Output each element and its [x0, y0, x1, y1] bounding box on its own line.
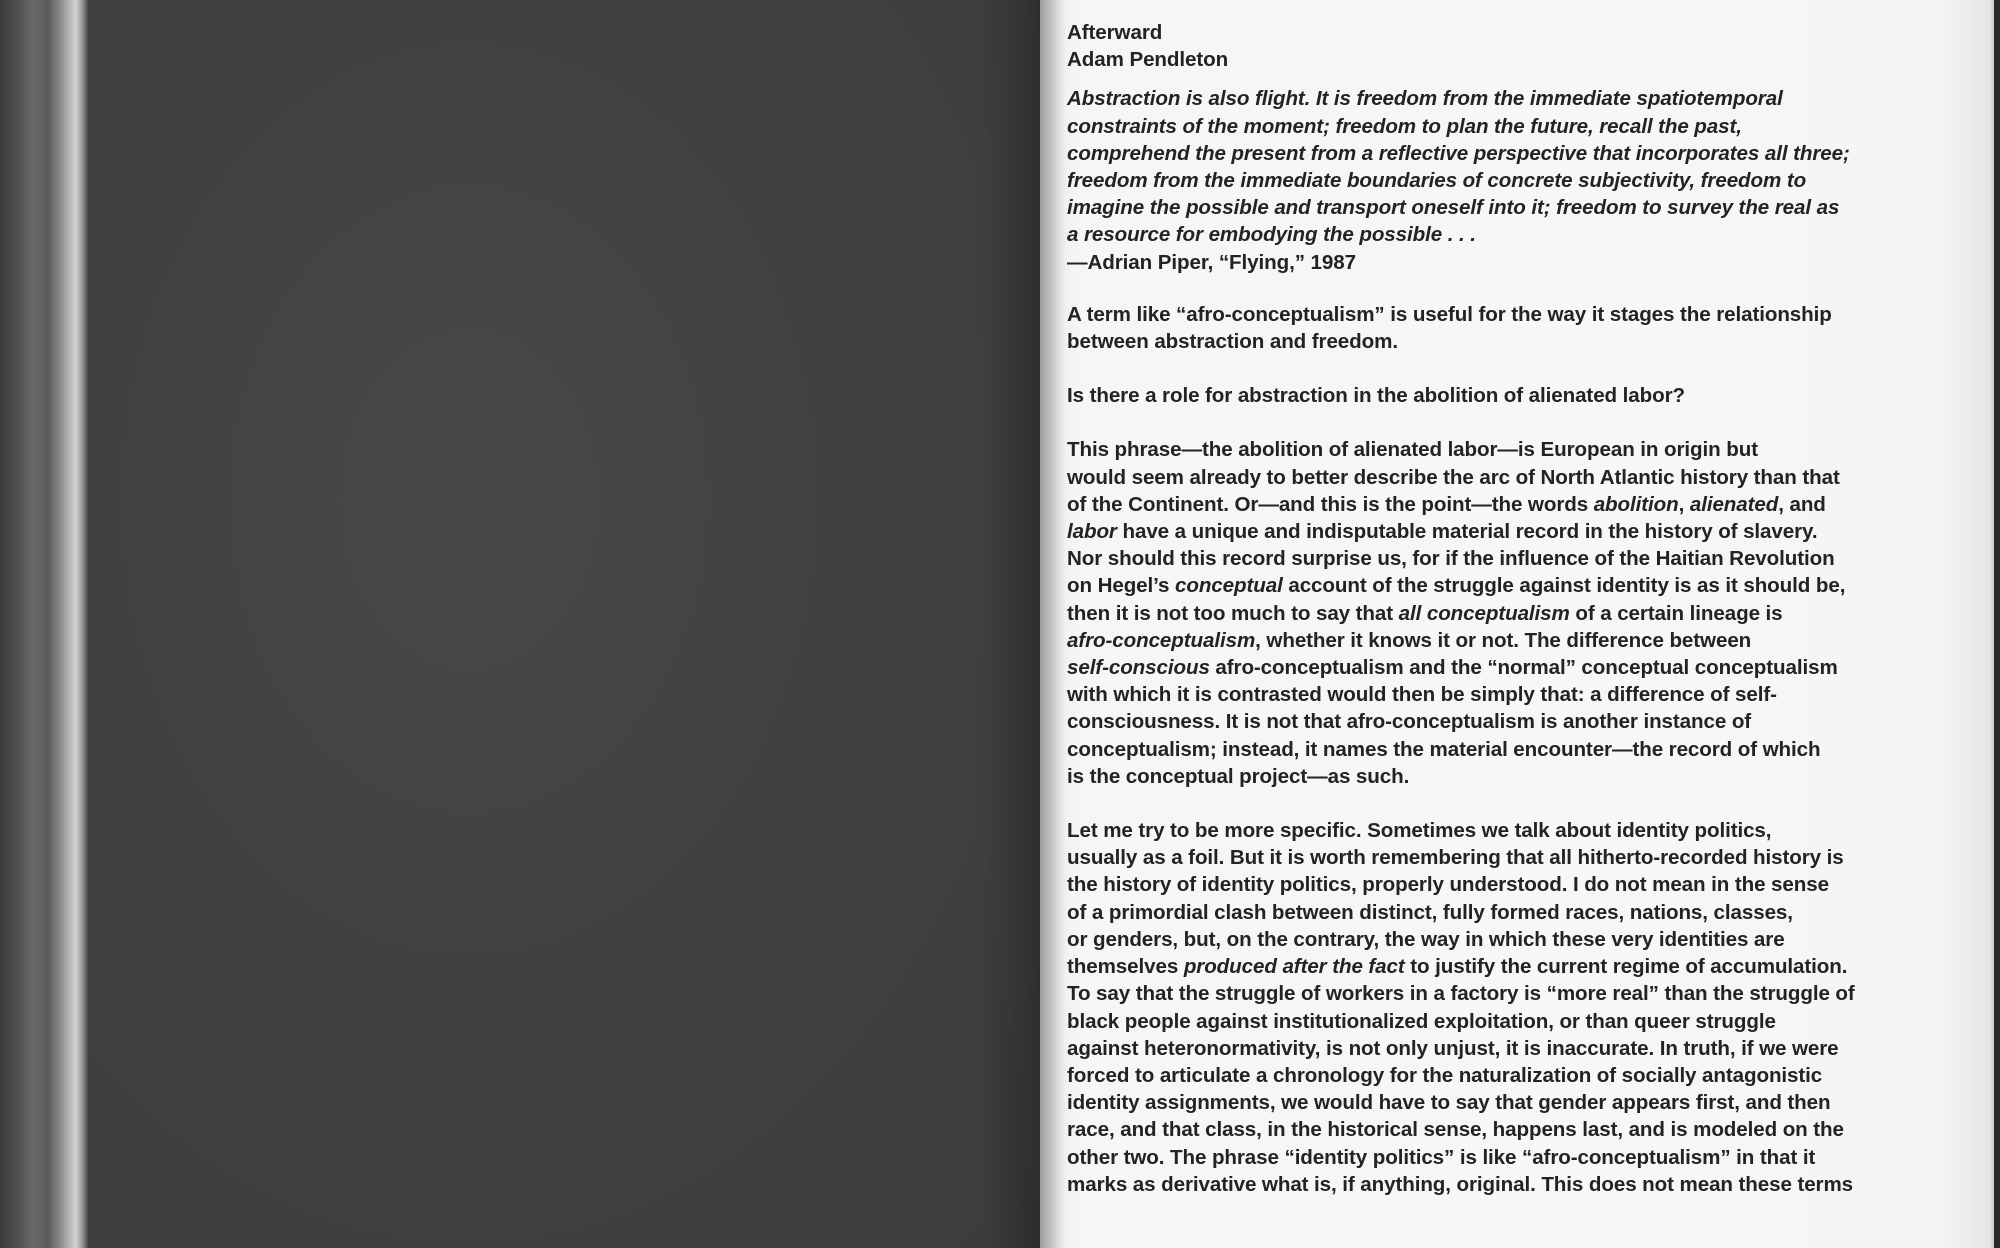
- text-line: [1067, 926, 1967, 953]
- text-line: [1067, 382, 1967, 409]
- text-run: with which it is contrasted would then be simply that: a difference of self-: [1067, 683, 1777, 707]
- heading: [1067, 19, 1967, 73]
- text-run: A term like “afro-conceptualism” is useful for the way it stages the relationship: [1067, 302, 1832, 326]
- italic-run: alienated: [1689, 492, 1779, 516]
- text-run: account of the struggle against identity is as it should be,: [1282, 574, 1846, 598]
- text-line: [1067, 1116, 1967, 1143]
- text-run: To say that the struggle of workers in a factory is “more real” than the struggle of: [1067, 982, 1855, 1006]
- text-run: have a unique and indisputable material record in the history of slavery.: [1116, 520, 1818, 544]
- epigraph-line: comprehend the present from a reflective perspective that incorporates all three;: [1067, 141, 1850, 165]
- text-line: [1067, 980, 1967, 1007]
- paragraph: [1067, 301, 1967, 355]
- text-line: [1067, 871, 1967, 898]
- text-run: Nor should this record surprise us, for if the influence of the Haitian Revolution: [1067, 547, 1835, 571]
- epigraph-line: freedom from the immediate boundaries of concrete subjectivity, freedom to: [1067, 169, 1807, 193]
- italic-run: afro-conceptualism: [1067, 628, 1256, 652]
- text-run: usually as a foil. But it is worth remembering that all hitherto-recorded history is: [1067, 846, 1844, 870]
- paragraph: [1067, 382, 1967, 409]
- text-line: [1067, 600, 1967, 627]
- text-run: This phrase—the abolition of alienated labor—is European in origin but: [1067, 438, 1758, 462]
- text-run: of the Continent. Or—and this is the point—the words: [1067, 492, 1594, 516]
- text-line: [1067, 436, 1967, 463]
- text-run: identity assignments, we would have to say that gender appears first, and then: [1067, 1091, 1831, 1115]
- text-line: [1067, 464, 1967, 491]
- text-run: against heteronormativity, is not only unjust, it is inaccurate. In truth, if we were: [1067, 1036, 1839, 1060]
- text-line: [1067, 328, 1967, 355]
- text-run: marks as derivative what is, if anything, original. This does not mean these terms: [1067, 1172, 1854, 1196]
- text-run: to justify the current regime of accumulation.: [1404, 955, 1848, 979]
- text-run: of a certain lineage is: [1569, 601, 1783, 625]
- text-line: [1067, 681, 1967, 708]
- text-run: , and: [1778, 492, 1826, 516]
- text-line: [1067, 953, 1967, 980]
- text-run: is the conceptual project—as such.: [1067, 764, 1410, 788]
- body-paragraphs: [1067, 301, 1967, 1198]
- text-line: [1067, 844, 1967, 871]
- text-run: themselves: [1067, 955, 1184, 979]
- page-text: [1067, 19, 1967, 1225]
- text-run: conceptualism; instead, it names the material encounter—the record of which: [1067, 737, 1821, 761]
- text-line: [1067, 817, 1967, 844]
- section-title: Afterward: [1067, 21, 1163, 44]
- italic-run: self-conscious: [1067, 656, 1210, 680]
- text-run: or genders, but, on the contrary, the way in which these very identities are: [1067, 927, 1785, 951]
- text-line: [1067, 1144, 1967, 1171]
- paragraph: [1067, 817, 1967, 1198]
- author-name: Adam Pendleton: [1067, 48, 1229, 72]
- text-run: forced to articulate a chronology for the naturalization of socially antagonistic: [1067, 1063, 1823, 1087]
- text-run: ,: [1678, 492, 1690, 516]
- text-run: consciousness. It is not that afro-conceptualism is another instance of: [1067, 710, 1752, 734]
- text-line: [1067, 1008, 1967, 1035]
- italic-run: all conceptualism: [1398, 601, 1570, 625]
- text-line: [1067, 736, 1967, 763]
- text-run: between abstraction and freedom.: [1067, 330, 1398, 354]
- text-run: on Hegel’s: [1067, 574, 1175, 598]
- text-line: [1067, 654, 1967, 681]
- text-line: [1067, 763, 1967, 790]
- text-line: [1067, 1089, 1967, 1116]
- text-run: Let me try to be more specific. Sometimes we talk about identity politics,: [1067, 819, 1772, 843]
- text-run: would seem already to better describe the arc of North Atlantic history than that: [1067, 465, 1840, 489]
- text-line: [1067, 627, 1967, 654]
- italic-run: labor: [1067, 520, 1117, 544]
- text-line: [1067, 899, 1967, 926]
- italic-run: produced after the fact: [1183, 955, 1405, 979]
- epigraph-attribution: —Adrian Piper, “Flying,” 1987: [1067, 250, 1356, 274]
- text-run: Is there a role for abstraction in the abolition of alienated labor?: [1067, 384, 1685, 408]
- text-run: black people against institutionalized exploitation, or than queer struggle: [1067, 1009, 1776, 1033]
- text-line: [1067, 301, 1967, 328]
- text-line: [1067, 1062, 1967, 1089]
- text-run: other two. The phrase “identity politics” is like “afro-conceptualism” in that it: [1067, 1145, 1816, 1169]
- text-run: then it is not too much to say that: [1067, 601, 1399, 625]
- text-line: [1067, 1171, 1967, 1198]
- epigraph-line: a resource for embodying the possible . . .: [1067, 223, 1476, 247]
- text-run: race, and that class, in the historical sense, happens last, and is modeled on the: [1067, 1118, 1844, 1142]
- text-line: [1067, 518, 1967, 545]
- text-line: [1067, 708, 1967, 735]
- text-run: the history of identity politics, properly understood. I do not mean in the sense: [1067, 873, 1829, 897]
- binding-edge: [0, 0, 88, 1248]
- text-line: [1067, 491, 1967, 518]
- left-page-dark: [88, 0, 1040, 1248]
- text-line: [1067, 1035, 1967, 1062]
- italic-run: abolition: [1593, 492, 1679, 516]
- paragraph: [1067, 436, 1967, 790]
- text-line: [1067, 572, 1967, 599]
- text-run: of a primordial clash between distinct, fully formed races, nations, classes,: [1067, 900, 1793, 924]
- text-run: afro-conceptualism and the “normal” conceptual conceptualism: [1209, 656, 1838, 680]
- epigraph: [1067, 85, 1967, 275]
- italic-run: conceptual: [1175, 574, 1283, 598]
- page-edge: [1994, 0, 2000, 1248]
- epigraph-line: Abstraction is also flight. It is freedom from the immediate spatiotemporal: [1067, 87, 1783, 111]
- text-line: [1067, 545, 1967, 572]
- epigraph-line: constraints of the moment; freedom to plan the future, recall the past,: [1067, 114, 1742, 138]
- text-run: , whether it knows it or not. The difference between: [1255, 628, 1752, 652]
- epigraph-line: imagine the possible and transport oneself into it; freedom to survey the real as: [1067, 196, 1840, 220]
